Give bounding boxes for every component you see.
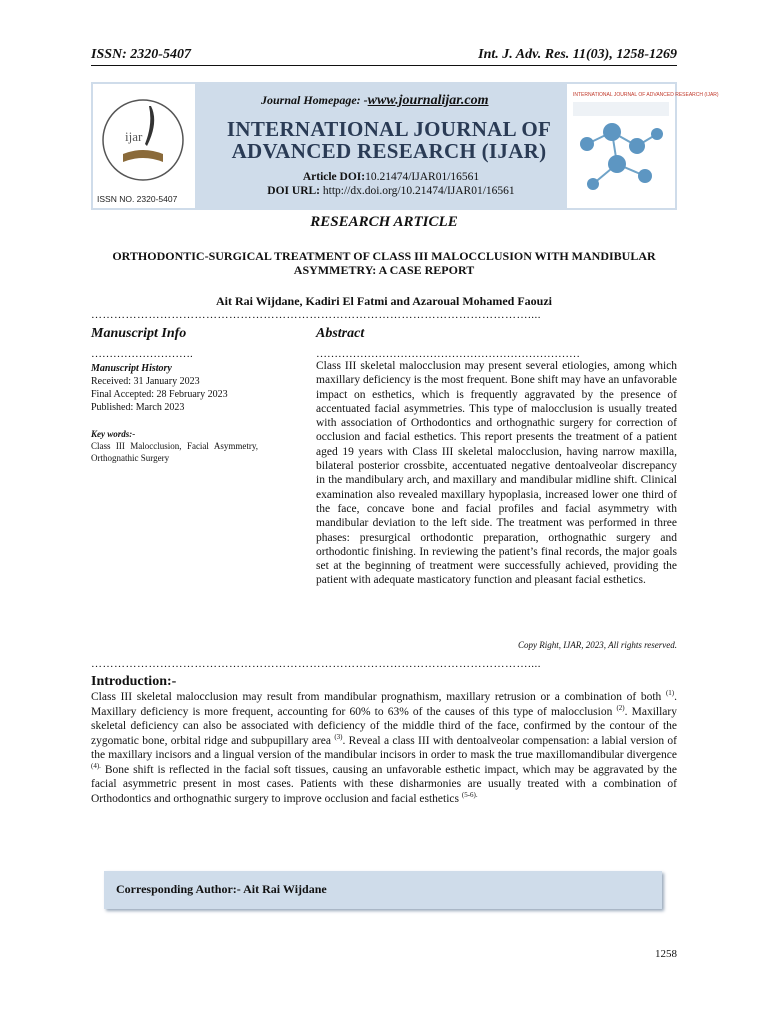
journal-title xyxy=(211,118,567,162)
logo-issn: ISSN NO. 2320-5407 xyxy=(97,194,178,204)
manuscript-history xyxy=(91,362,261,414)
intro-text-1: Class III skeletal malocclusion may result from mandibular prognathism, maxillary retrusion or a combination of both xyxy=(91,691,662,703)
cover-title: INTERNATIONAL JOURNAL OF ADVANCED RESEARCH (IJAR) xyxy=(573,92,719,98)
citation-ref-5: (5-6). xyxy=(461,790,478,799)
citation-ref-3: (3) xyxy=(334,732,343,741)
keywords-list: Class III Malocclusion, Facial Asymmetry, Orthognathic Surgery xyxy=(91,441,258,463)
doi-label: Article DOI: xyxy=(302,171,366,183)
manuscript-info-heading: Manuscript Info xyxy=(91,326,187,341)
logo-emblem-icon xyxy=(93,84,195,208)
abstract-heading: Abstract xyxy=(316,326,365,341)
doi-value: 10.21474/IJAR01/16561 xyxy=(365,171,480,183)
page-number: 1258 xyxy=(655,948,677,960)
received-date: Received: 31 January 2023 xyxy=(91,376,200,387)
journal-homepage xyxy=(261,93,489,109)
journal-title-line2: ADVANCED RESEARCH (IJAR) xyxy=(231,139,547,163)
separator-bottom: …………………………………………………………………………………………………….... xyxy=(91,658,541,670)
intro-text-5: Bone shift is reflected in the facial soft tissues, causing an unfavorable esthetic impact, which may be aggravated by the facial asymmetric present in most cases. Patients with these disharmonies are usually treated with a combination of Orthodontics and orthognathic surgery to improve occlusion and facial esthetics xyxy=(91,763,677,805)
manuscript-info-dots: ………………………. xyxy=(91,348,193,360)
journal-title-line1: INTERNATIONAL JOURNAL OF xyxy=(226,117,552,141)
article-type: RESEARCH ARTICLE xyxy=(310,214,458,230)
doi-url-label: DOI URL: xyxy=(267,185,321,197)
abstract-dots: ……………………………………………………………… xyxy=(316,348,580,360)
journal-logo xyxy=(93,84,195,208)
journal-citation: Int. J. Adv. Res. 11(03), 1258-1269 xyxy=(478,47,677,62)
issn: ISSN: 2320-5407 xyxy=(91,47,191,62)
introduction-heading: Introduction:- xyxy=(91,674,177,689)
logo-text: ijar xyxy=(125,129,143,144)
separator-top: …………………………………………………………………………………………………….... xyxy=(91,309,541,321)
doi-block xyxy=(241,170,541,198)
keywords-block xyxy=(91,428,258,464)
corresponding-author-box xyxy=(104,871,662,909)
homepage-label: Journal Homepage: - xyxy=(261,93,368,107)
citation-ref-2: (2) xyxy=(616,703,625,712)
citation-ref-4: (4). xyxy=(91,761,101,770)
doi-url-link[interactable]: http://dx.doi.org/10.21474/IJAR01/16561 xyxy=(322,185,515,197)
homepage-link[interactable]: www.journalijar.com xyxy=(367,93,489,108)
journal-cover-image xyxy=(567,84,719,208)
paper-title: ORTHODONTIC-SURGICAL TREATMENT OF CLASS III MALOCCLUSION WITH MANDIBULAR ASYMMETRY: A CASE REPORT xyxy=(112,249,656,277)
running-header xyxy=(91,47,677,66)
intro-text-2: . Maxillary deficiency is more frequent, accounting for 60% to 63% of the causes of this type of malocclusion xyxy=(91,691,677,718)
abstract-text: Class III skeletal malocclusion may present several etiologies, among which maxillary deficiency is the most frequent. Bone shift may have an unfavorable impact on esthetics, which is frequently aggravated by the presence of accentuated facial asymmetries. This type of malocclusion is usually treated with association of Orthodontics and orthognathic surgery for correction of occlusion and facial esthetics. This report presents the treatment of a patient aged 19 years with Class III skeletal malocclusion, having narrow maxilla, bilateral posterior crossbite, accentuated negative dentoalveolar discrepancy in the mandibulary arch, and maxillary and mandibular midline shift. Clinical examination also revealed maxillary hypoplasia, increased lower one third of the face, concave bone and facial profiles and facial asymmetry with mandibular deviation to the left side. The treatment was performed in three phases: presurgical orthodontic preparation, orthognathic surgery and orthodontic finishing. In reviewing the patient’s final records, the major goals set at the beginning of treatment were successfully achieved, providing the patient with adequate masticatory function and pleasant facial esthetics. xyxy=(316,360,677,587)
introduction-paragraph xyxy=(91,690,677,806)
copyright-notice: Copy Right, IJAR, 2023, All rights reserved. xyxy=(518,640,677,650)
intro-text-4: . Reveal a class III with dentoalveolar compensation: a labial version of the maxillary incisors and a lingual version of the mandibular incisors in order to mask the true maxillomandibular divergence xyxy=(91,734,677,761)
author-list: Ait Rai Wijdane, Kadiri El Fatmi and Azaroual Mohamed Faouzi xyxy=(215,294,553,308)
intro-text-3: . Maxillary skeletal deficiency can also be associated with deficiency of the middle third of the face, confirmed by the contour of the zygomatic bone, orbital ridge and subpupillary area xyxy=(91,705,677,747)
published-date: Published: March 2023 xyxy=(91,402,185,413)
journal-banner xyxy=(91,82,719,210)
citation-ref-1: (1) xyxy=(665,689,675,698)
molecule-cover-icon xyxy=(567,84,719,208)
history-label: Manuscript History xyxy=(91,363,172,374)
accepted-date: Final Accepted: 28 February 2023 xyxy=(91,389,228,400)
corresponding-author: Corresponding Author:- Ait Rai Wijdane xyxy=(116,882,327,896)
keywords-label: Key words:- xyxy=(91,429,136,439)
